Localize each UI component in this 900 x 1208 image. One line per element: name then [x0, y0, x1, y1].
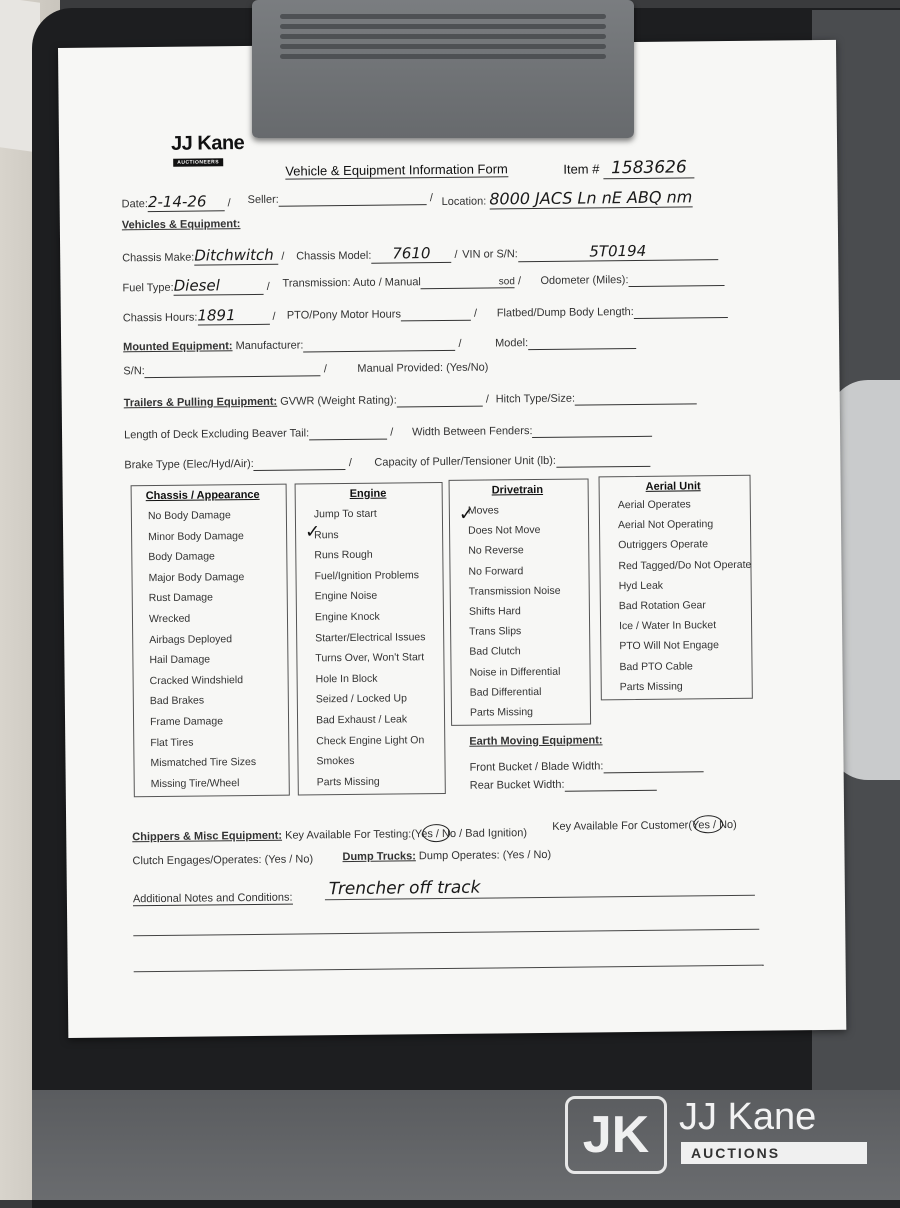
- flatbed-length-field[interactable]: Flatbed/Dump Body Length:: [497, 305, 728, 320]
- puller-capacity-field[interactable]: Capacity of Puller/Tensioner Unit (lb):: [374, 454, 650, 470]
- transmission-field[interactable]: Transmission: Auto / Manual sod /: [282, 275, 522, 290]
- drivetrain-option[interactable]: Parts Missing: [469, 706, 534, 719]
- aerial-option[interactable]: Outriggers Operate: [618, 538, 709, 552]
- engine-option[interactable]: Turns Over, Won't Start: [315, 651, 425, 665]
- aerial-option[interactable]: Aerial Not Operating: [617, 518, 714, 532]
- engine-option[interactable]: Fuel/Ignition Problems: [314, 569, 420, 583]
- front-bucket-field[interactable]: Front Bucket / Blade Width:: [469, 759, 703, 774]
- aerial-option[interactable]: Red Tagged/Do Not Operate: [618, 558, 752, 572]
- dump-operates-field[interactable]: Dump Trucks: Dump Operates: (Yes / No): [342, 848, 552, 864]
- chassis-option[interactable]: Airbags Deployed: [149, 632, 233, 646]
- aerial-option[interactable]: Hyd Leak: [618, 579, 664, 592]
- deck-length-field[interactable]: Length of Deck Excluding Beaver Tail: /: [123, 426, 394, 442]
- engine-option[interactable]: Engine Knock: [314, 610, 380, 624]
- rear-bucket-field[interactable]: Rear Bucket Width:: [470, 778, 657, 793]
- notes-line-2[interactable]: [133, 929, 759, 937]
- key-customer-field[interactable]: Key Available For Customer(Yes / No): [552, 818, 737, 833]
- watermark-subtitle: AUCTIONS: [681, 1142, 867, 1164]
- date-field[interactable]: Date:2-14-26 /: [121, 192, 231, 212]
- chassis-option[interactable]: Frame Damage: [150, 715, 224, 729]
- drivetrain-option[interactable]: Shifts Hard: [468, 605, 521, 618]
- engine-items: [296, 483, 442, 789]
- aerial-option[interactable]: Ice / Water In Bucket: [619, 619, 717, 633]
- chassis-option[interactable]: Bad Brakes: [149, 694, 205, 708]
- aerial-option[interactable]: Parts Missing: [619, 680, 683, 693]
- drivetrain-option[interactable]: No Forward: [468, 564, 524, 578]
- vin-field[interactable]: VIN or S/N: 5T0194: [462, 241, 718, 263]
- logo-name: JJ Kane: [170, 132, 245, 155]
- seller-field[interactable]: Seller: /: [247, 192, 433, 207]
- notes-line-3[interactable]: [134, 965, 764, 973]
- form-title: Vehicle & Equipment Information Form: [285, 161, 508, 179]
- chassis-appearance-box: [131, 484, 290, 798]
- aerial-option[interactable]: Bad Rotation Gear: [618, 599, 706, 613]
- hitch-field[interactable]: Hitch Type/Size:: [496, 391, 697, 406]
- chassis-option[interactable]: Cracked Windshield: [149, 673, 244, 687]
- aerial-box-title: Aerial Unit: [645, 480, 701, 493]
- clutch-field[interactable]: Clutch Engages/Operates: (Yes / No): [132, 853, 314, 868]
- notes-value: Trencher off track: [328, 877, 481, 900]
- drivetrain-option[interactable]: Bad Clutch: [469, 645, 521, 659]
- gvwr-field[interactable]: Trailers & Pulling Equipment: GVWR (Weight Rating): /: [123, 393, 489, 410]
- jj-kane-watermark: [565, 1094, 875, 1174]
- drivetrain-option[interactable]: No Reverse: [468, 544, 524, 558]
- chassis-option[interactable]: Rust Damage: [148, 591, 214, 605]
- chassis-option[interactable]: Hail Damage: [149, 653, 211, 667]
- drivetrain-option[interactable]: Bad Differential: [469, 685, 542, 699]
- notes-label: Additional Notes and Conditions:: [132, 891, 293, 906]
- engine-option[interactable]: Check Engine Light On: [316, 733, 425, 747]
- drivetrain-option[interactable]: Trans Slips: [469, 625, 522, 638]
- engine-option[interactable]: Jump To start: [313, 507, 377, 521]
- engine-option[interactable]: Starter/Electrical Issues: [315, 630, 426, 644]
- drivetrain-box-title: Drivetrain: [491, 483, 544, 497]
- key-testing-field[interactable]: Chippers & Misc Equipment: Key Available For Testing:(Yes / No / Bad Ignition): [132, 827, 528, 844]
- chassis-model-field[interactable]: Chassis Model: 7610 /: [296, 244, 458, 263]
- manual-provided-field[interactable]: Manual Provided: (Yes/No): [357, 361, 489, 375]
- mounted-model-field[interactable]: Model:: [495, 336, 636, 350]
- brake-type-field[interactable]: Brake Type (Elec/Hyd/Air): /: [124, 456, 352, 472]
- chassis-box-title: Chassis / Appearance: [145, 488, 260, 503]
- location-field[interactable]: Location: 8000 JACS Ln nE ABQ nm: [441, 187, 693, 209]
- chassis-option[interactable]: Minor Body Damage: [148, 529, 244, 543]
- watermark-name: JJ Kane: [679, 1096, 817, 1138]
- chassis-option[interactable]: Major Body Damage: [148, 570, 245, 584]
- drivetrain-option[interactable]: Transmission Noise: [468, 584, 561, 598]
- form-paper: [58, 40, 846, 1038]
- engine-option[interactable]: Smokes: [316, 755, 355, 768]
- chassis-option[interactable]: No Body Damage: [147, 509, 231, 523]
- drivetrain-option[interactable]: Does Not Move: [468, 524, 541, 537]
- chassis-option[interactable]: Mismatched Tire Sizes: [150, 756, 257, 770]
- logo-subtitle: AUCTIONEERS: [173, 158, 223, 167]
- drivetrain-option[interactable]: Moves: [467, 504, 499, 517]
- engine-option[interactable]: Runs: [314, 528, 339, 541]
- chassis-hours-field[interactable]: Chassis Hours:1891 /: [122, 306, 276, 325]
- engine-option[interactable]: Bad Exhaust / Leak: [315, 713, 408, 727]
- engine-option[interactable]: Runs Rough: [314, 548, 373, 562]
- fuel-type-field[interactable]: Fuel Type:Diesel /: [122, 276, 270, 295]
- chassis-option[interactable]: Flat Tires: [150, 736, 194, 749]
- aerial-unit-box: [599, 475, 753, 701]
- engine-option[interactable]: Hole In Block: [315, 672, 378, 686]
- engine-option[interactable]: Seized / Locked Up: [315, 692, 407, 706]
- odometer-field[interactable]: Odometer (Miles):: [540, 273, 724, 288]
- item-number: Item # 1583626: [563, 157, 695, 179]
- runs-checkmark: ✓: [304, 521, 321, 543]
- pto-hours-field[interactable]: PTO/Pony Motor Hours /: [286, 307, 478, 322]
- chassis-option[interactable]: Body Damage: [148, 550, 215, 564]
- clipboard-clip: [252, 0, 634, 138]
- aerial-option[interactable]: Bad PTO Cable: [619, 659, 693, 673]
- chassis-option[interactable]: Wrecked: [148, 612, 191, 626]
- moves-checkmark: ✓: [458, 503, 475, 525]
- chassis-make-field[interactable]: Chassis Make:Ditchwitch /: [122, 245, 285, 265]
- mounted-manufacturer-field[interactable]: Mounted Equipment: Manufacturer: /: [123, 337, 462, 354]
- engine-box-title: Engine: [349, 487, 387, 500]
- engine-option[interactable]: Parts Missing: [316, 775, 380, 789]
- aerial-option[interactable]: Aerial Operates: [617, 498, 691, 512]
- fender-width-field[interactable]: Width Between Fenders:: [412, 424, 653, 440]
- engine-option[interactable]: Engine Noise: [314, 590, 378, 603]
- item-number-value: 1583626: [603, 157, 695, 179]
- chassis-option[interactable]: Missing Tire/Wheel: [150, 776, 240, 790]
- earth-moving-heading: Earth Moving Equipment:: [469, 734, 603, 748]
- drivetrain-option[interactable]: Noise in Differential: [469, 665, 561, 679]
- vehicles-heading: Vehicles & Equipment:: [121, 218, 241, 232]
- mounted-sn-field[interactable]: S/N: /: [123, 363, 327, 378]
- watermark-logo-mark: JK: [565, 1096, 667, 1174]
- aerial-option[interactable]: PTO Will Not Engage: [619, 639, 719, 653]
